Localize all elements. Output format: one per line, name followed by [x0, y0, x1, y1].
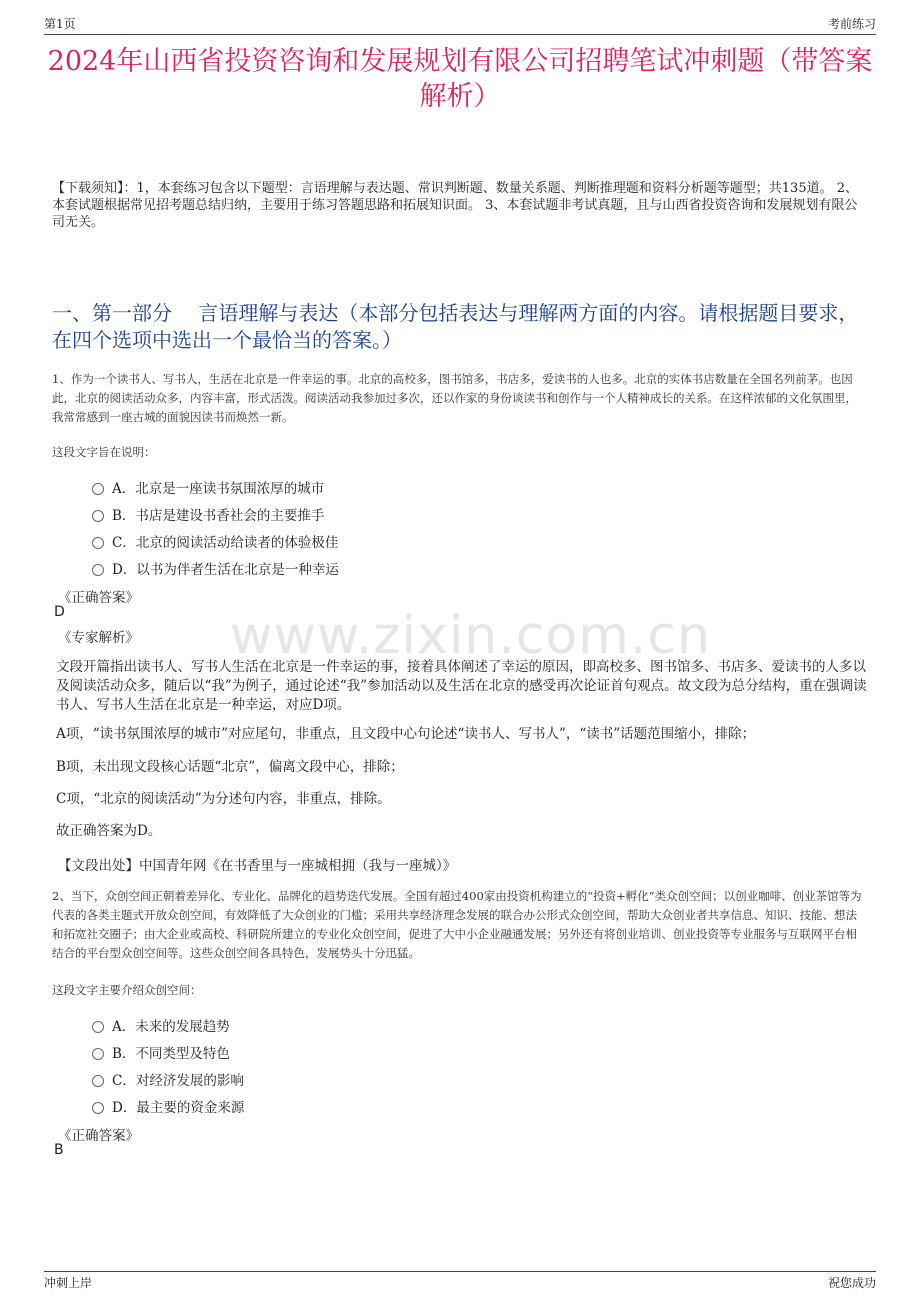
q1-option-d[interactable]: D．以书为伴者生活在北京是一种幸运 [92, 558, 339, 578]
page-footer [44, 1271, 876, 1298]
q1-analysis-summary: 文段开篇指出读书人、写书人生活在北京是一件幸运的事，接着具体阐述了幸运的原因，即高校多、图书馆多、书店多、爱读书的人多以及阅读活动众多，随后以“我”为例子，通过论述“我”参加活动以及生活在北京的感受再次论证首句观点。故文段为总分结构，重在强调读书人、写书人生活在北京是一种幸运，对应D项。 [56, 659, 867, 713]
footer-left-text: 冲刺上岸 [44, 1276, 93, 1290]
footer-right-text: 祝您成功 [827, 1276, 876, 1290]
question-2-prompt: 这段文字主要介绍众创空间： [52, 983, 202, 997]
download-notice: 【下载须知】：1，本套练习包含以下题型：言语理解与表达题、常识判断题、数量关系题、判断推理题和资料分析题等题型；共135道。 2、本套试题根据常见招考题总结归纳，主要用于练习答题思路和拓展知识面。 3、本套试题非考试真题，且与山西省投资咨询和发展规划有限公司无关。 [52, 181, 858, 230]
page-number: 第1页 [44, 17, 76, 31]
q1-analysis-label: 《专家解析》 [58, 630, 139, 646]
radio-icon[interactable] [92, 510, 104, 522]
question-1-text: 1、作为一个读书人、写书人，生活在北京是一件幸运的事。北京的高校多，图书馆多，书店多，爱读书的人也多。北京的实体书店数量在全国名列前茅。也因此，北京的阅读活动众多，内容丰富，形式活泼。阅读活动我参加过多次，还以作家的身份谈读书和创作与一个人精神成长的关系。在这样浓郁的文化氛围里，我常常感到一座古城的面貌因读书而焕然一新。 [52, 372, 857, 424]
q1-option-c[interactable]: C．北京的阅读活动给读者的体验极佳 [92, 531, 338, 551]
q2-answer-label: 《正确答案》 [58, 1128, 139, 1144]
document-title: 2024年山西省投资咨询和发展规划有限公司招聘笔试冲刺题（带答案解析） [47, 46, 873, 112]
section-heading: 一、第一部分 言语理解与表达（本部分包括表达与理解两方面的内容。请根据题目要求，在四个选项中选出一个最恰当的答案。） [52, 301, 859, 352]
q1-option-a[interactable]: A．北京是一座读书氛围浓厚的城市 [92, 477, 324, 497]
radio-icon[interactable] [92, 1102, 104, 1114]
q1-answer-label: 《正确答案》 [58, 590, 139, 606]
q1-analysis-a: A项，“读书氛围浓厚的城市”对应尾句，非重点，且文段中心句论述“读书人、写书人”，“读书”话题范围缩小，排除； [56, 726, 756, 742]
q1-source: 【文段出处】中国青年网《在书香里与一座城相拥（我与一座城）》 [58, 858, 457, 874]
radio-icon[interactable] [92, 564, 104, 576]
q2-option-a[interactable]: A．未来的发展趋势 [92, 1015, 230, 1035]
q1-analysis-c: C项，“北京的阅读活动”为分述句内容，非重点，排除。 [56, 791, 391, 807]
q1-option-b[interactable]: B．书店是建设书香社会的主要推手 [92, 504, 324, 524]
q1-answer: D [54, 604, 65, 620]
q2-option-d[interactable]: D．最主要的资金来源 [92, 1096, 244, 1116]
radio-icon[interactable] [92, 1048, 104, 1060]
header-right-text: 考前练习 [827, 17, 876, 31]
q2-answer: B [54, 1142, 64, 1158]
q1-analysis-conclusion: 故正确答案为D。 [56, 823, 162, 839]
radio-icon[interactable] [92, 1075, 104, 1087]
question-2-text: 2、当下，众创空间正朝着差异化、专业化、品牌化的趋势迭代发展。全国有超过400家由投资机构建立的“投资+孵化”类众创空间；以创业咖啡、创业茶馆等为代表的各类主题式开放众创空间，有效降低了大众创业的门槛；采用共享经济理念发展的联合办公形式众创空间，帮助大众创业者共享信息、知识、技能、想法和拓宽社交圈子；由大企业或高校、科研院所建立的专业化众创空间，促进了大中小企业融通发展；另外还有将创业培训、创业投资等专业服务与互联网平台相结合的平台型众创空间等。这些众创空间各具特色，发展势头十分迅猛。 [52, 889, 862, 960]
q1-analysis-b: B项，未出现文段核心话题“北京”，偏离文段中心，排除； [56, 759, 404, 775]
page-header [44, 10, 876, 35]
q2-option-b[interactable]: B．不同类型及特色 [92, 1042, 230, 1062]
q2-option-c[interactable]: C．对经济发展的影响 [92, 1069, 244, 1089]
watermark: www.zixin.com.cn [230, 606, 711, 666]
radio-icon[interactable] [92, 1021, 104, 1033]
radio-icon[interactable] [92, 483, 104, 495]
question-1-prompt: 这段文字旨在说明： [52, 445, 156, 459]
radio-icon[interactable] [92, 537, 104, 549]
